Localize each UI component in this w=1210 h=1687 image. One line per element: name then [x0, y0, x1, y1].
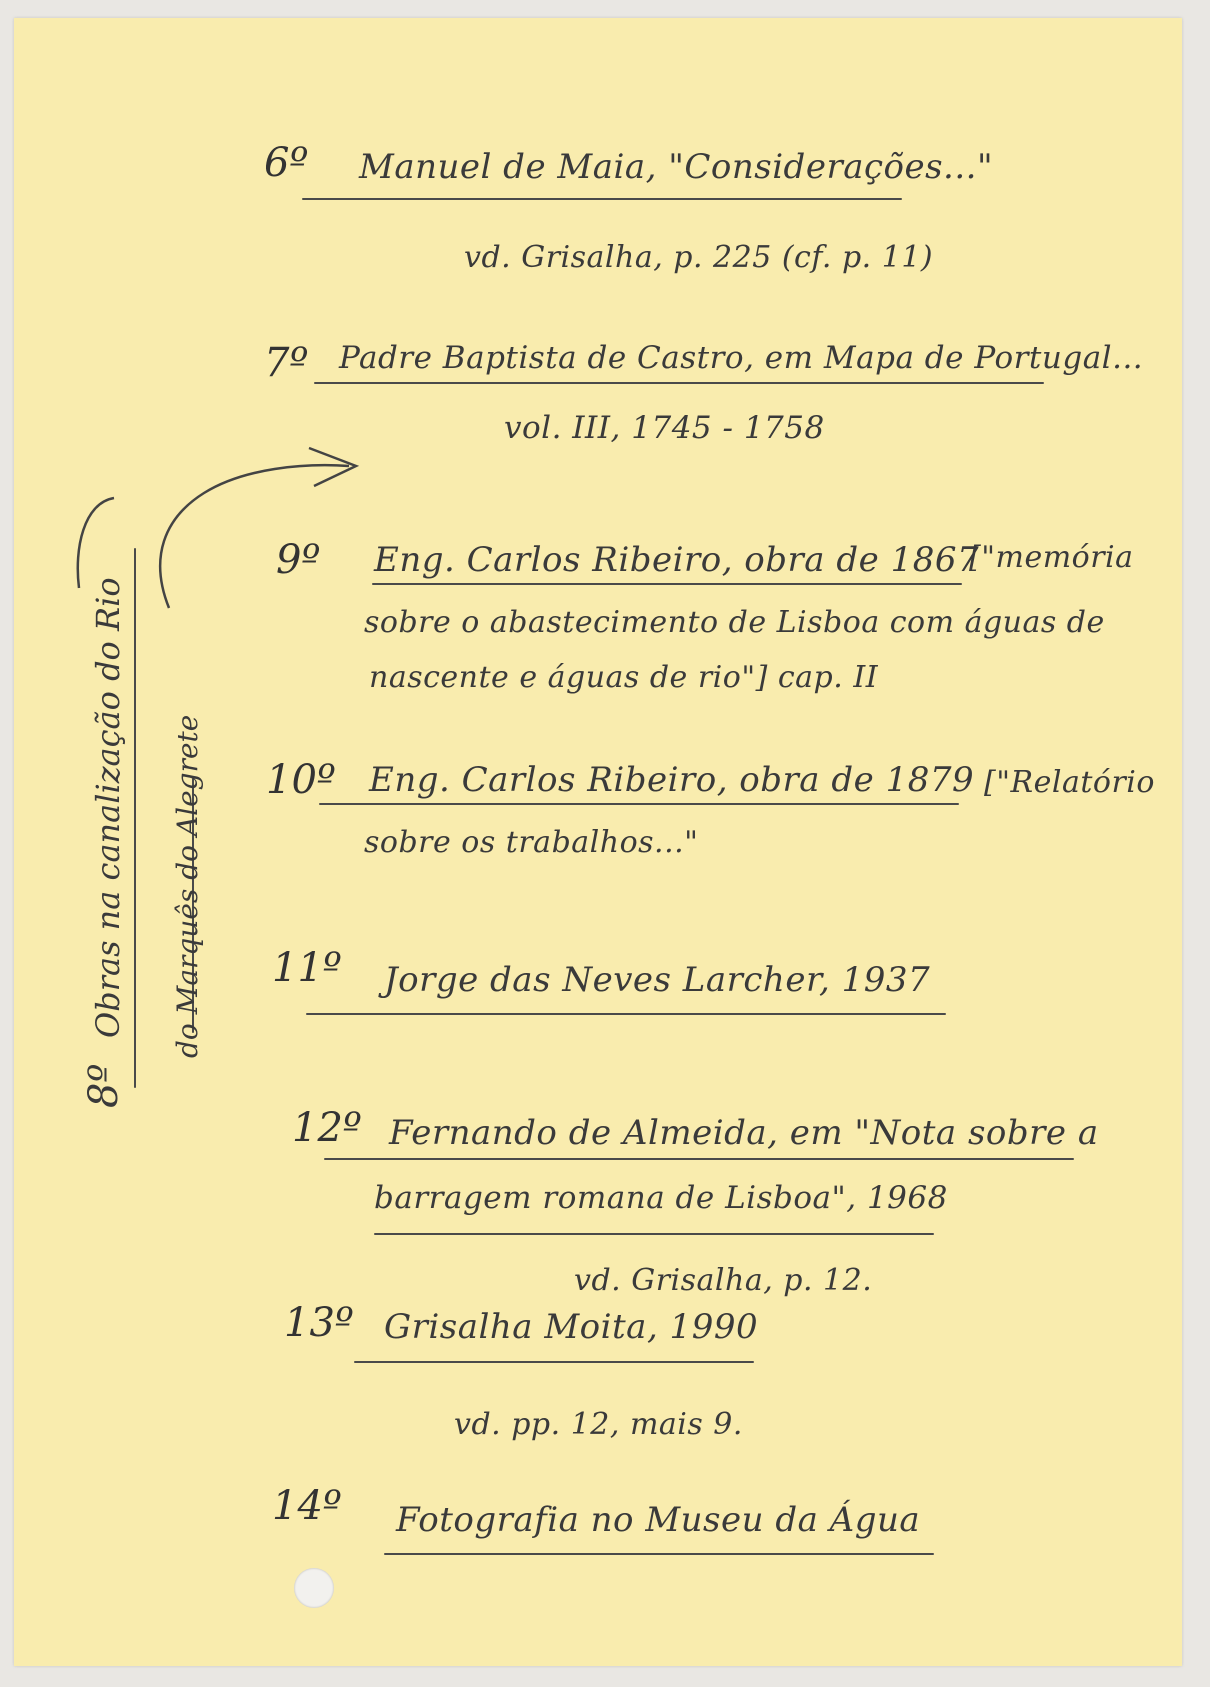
entry-14-title: Fotografia no Museu da Água	[396, 1500, 921, 1540]
entry-7-title: Padre Baptista de Castro, em Mapa de Portugal...	[339, 340, 1144, 376]
entry-9-line3: nascente e águas de rio"] cap. II	[369, 660, 879, 695]
entry-9-underline	[372, 583, 962, 585]
entry-8-number: 8º	[81, 1063, 127, 1108]
entry-7-number: 7º	[264, 340, 309, 386]
entry-13-note: vd. pp. 12, mais 9.	[454, 1407, 743, 1442]
entry-12-underline-2	[374, 1233, 934, 1235]
entry-9-title: Eng. Carlos Ribeiro, obra de 1867	[374, 540, 980, 580]
entry-7-underline	[314, 382, 1044, 384]
entry-12-underline	[324, 1158, 1074, 1160]
entry-6-note: vd. Grisalha, p. 225 (cf. p. 11)	[464, 240, 934, 275]
entry-9-bracket: ["memória	[969, 540, 1134, 575]
entry-10-number: 10º	[266, 757, 336, 803]
entry-14-underline	[384, 1553, 934, 1555]
entry-12-note: vd. Grisalha, p. 12.	[574, 1263, 873, 1298]
handwritten-page	[14, 18, 1182, 1666]
entry-9-line2: sobre o abastecimento de Lisboa com águas de	[364, 605, 1105, 640]
entry-6-number: 6º	[264, 140, 309, 186]
entry-7-note: vol. III, 1745 - 1758	[504, 410, 825, 446]
entry-11-title: Jorge das Neves Larcher, 1937	[384, 960, 931, 1000]
entry-8-line1: Obras na canalização do Rio	[89, 577, 127, 1038]
entry-13-title: Grisalha Moita, 1990	[384, 1307, 759, 1347]
entry-12-title: Fernando de Almeida, em "Nota sobre a	[389, 1113, 1099, 1153]
entry-10-bracket: ["Relatório	[984, 765, 1155, 800]
entry-8-line2: do Marquês do Alegrete	[171, 714, 204, 1058]
entry-13-number: 13º	[284, 1300, 354, 1346]
entry-6-underline	[302, 198, 902, 200]
entry-12-number: 12º	[292, 1105, 362, 1151]
punch-hole	[294, 1568, 334, 1608]
entry-6-title: Manuel de Maia, "Considerações..."	[359, 147, 994, 187]
entry-8-vline-1	[134, 548, 136, 1088]
entry-10-title: Eng. Carlos Ribeiro, obra de 1879	[369, 760, 975, 800]
entry-11-number: 11º	[272, 945, 342, 991]
entry-14-number: 14º	[272, 1483, 342, 1529]
entry-11-underline	[306, 1013, 946, 1015]
entry-10-line2: sobre os trabalhos..."	[364, 825, 699, 860]
entry-9-number: 9º	[276, 537, 321, 583]
entry-13-underline	[354, 1361, 754, 1363]
entry-10-underline	[319, 803, 959, 805]
arrow-icon	[124, 438, 384, 628]
entry-12-line2: barragem romana de Lisboa", 1968	[374, 1180, 948, 1216]
